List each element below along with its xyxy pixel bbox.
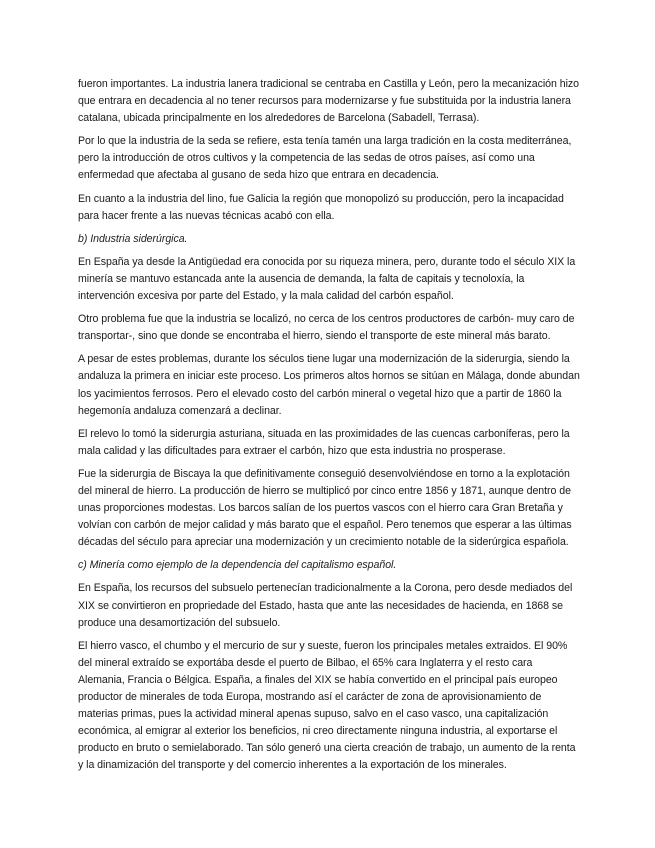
paragraph-subsoil-ownership: En España, los recursos del subsuelo pertenecían tradicionalmente a la Corona, pero desde mediados del XIX se convirtieron en propriedade del Estado, hasta que ante las necesidades de hacienda, en 1868 se produce una desamortización del subsuelo. xyxy=(78,582,573,629)
paragraph-biscay-siderurgy: Fue la siderurgia de Biscaya la que definitivamente conseguió desenvolviéndose en torno a la explotación del mineral de hierro. La producción de hierro se multiplicó por cinco entre 1856 y 1871, aunque dentro de unas proporciones modestas. Los barcos salían de los puertos vascos con el hierro cara Gran Bretaña y volvían con carbón de mejor calidad y más barato que el español. Pero tenemos que esperar a las últimas décadas del século para apreciar una modernización y un crecimiento notable de la siderúrgica española. xyxy=(78,467,572,549)
paragraph-metals-export: El hierro vasco, el chumbo y el mercurio de sur y sueste, fueron los principales metales extraidos. El 90% del mineral extraído se exportába desde el puerto de Bilbao, el 65% cara Inglaterra y el resto cara Alemania, Francia o Bélgica. España, a finales del XIX se había convertido en el principal país europeo productor de minerales de toda Europa, mostrando así el carácter de zona de aprovisionamiento de materias primas, pues la actividad mineral apenas supuso, salvo en el caso vasco, una capitalización económica, al emigrar al exterior los beneficios, ni creo directamente ninguna industria, al exportarse el producto en bruto o semielaborado. Tan sólo generó una cierta creación de trabajo, un aumento de la renta y la dinamización del transporte y del comercio inherentes a la exportación de los minerales. xyxy=(78,639,576,772)
paragraph-wool-industry: fueron importantes. La industria lanera tradicional se centraba en Castilla y León, pero la mecanización hizo que entrara en decadencia al no tener recursos para modernizarse y fue substituida por la industria lanera catalana, ubicada principalmente en los alrededores de Barcelona (Sabadell, Terrasa). xyxy=(78,78,579,125)
paragraph-silk-industry: Por lo que la industria de la seda se refiere, esta tenía tamén una larga tradición en la costa mediterránea, pero la introducción de otros cultivos y la competencia de las sedas de otros países, así como una enfermedad que afectaba al gusano de seda hizo que entrara en decadencia. xyxy=(78,135,572,182)
paragraph-linen-industry: En cuanto a la industria del lino, fue Galicia la región que monopolizó su producción, pero la incapacidad para hacer frente a las nuevas técnicas acabó con ella. xyxy=(78,192,564,222)
section-heading-mining: c) Minería como ejemplo de la dependencia del capitalismo español. xyxy=(78,559,397,572)
paragraph-andalusian-siderurgy: A pesar de estes problemas, durante los séculos tiene lugar una modernización de la siderurgia, siendo la andaluza la primera en iniciar este proceso. Los primeros altos hornos se sitúan en Málaga, donde abundan los yacimientos ferrosos. Pero el elevado costo del carbón mineral o vegetal hizo que a partir de 1860 la hegemonía andaluza comenzará a declinar. xyxy=(78,353,580,417)
paragraph-asturian-siderurgy: El relevo lo tomó la siderurgia asturiana, situada en las proximidades de las cuencas carboníferas, pero la mala calidad y las dificultades para extraer el carbón, hizo que esta industria no prosperase. xyxy=(78,427,570,457)
paragraph-mining-stagnation: En España ya desde la Antigüedad era conocida por su riqueza minera, pero, durante todo el século XIX la minería se mantuvo estancada ante la ausencia de demanda, la falta de capitais y tecnoloxía, la intervención excesiva por parte del Estado, y la mala calidad del carbón español. xyxy=(78,255,576,303)
paragraph-location-problem: Otro problema fue que la industria se localizó, no cerca de los centros productores de carbón- muy caro de transportar-, sino que donde se encontraba el hierro, siendo el transporte de este mineral más barato. xyxy=(78,313,575,343)
document-page xyxy=(78,76,580,780)
section-heading-siderurgy: b) Industria siderúrgica. xyxy=(78,232,188,245)
